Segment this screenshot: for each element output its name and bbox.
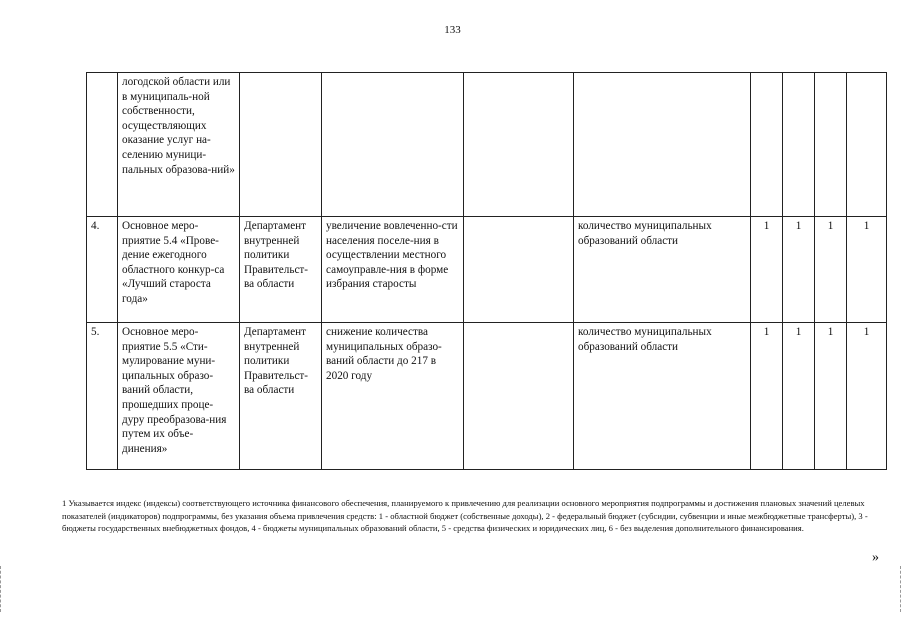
value-cell: 1 <box>751 323 783 470</box>
value-cell: 1 <box>751 217 783 323</box>
closing-quote: » <box>872 550 879 565</box>
measures-table <box>86 72 887 470</box>
indicator-cell: количество муниципальных образований области <box>574 323 751 470</box>
measure-cell: Основное меро-приятие 5.4 «Прове-дение ежегодного областного конкур-са «Лучший староста года» <box>118 217 240 323</box>
result-cell: увеличение вовлеченно-сти населения поселе-ния в осуществлении местного самоуправле-ния в форме избрания старосты <box>322 217 464 323</box>
indicator-cell <box>574 73 751 217</box>
row-number <box>87 73 118 217</box>
value-cell: 1 <box>815 217 847 323</box>
source-cell <box>464 217 574 323</box>
value-cell: 1 <box>847 323 887 470</box>
page-number: 133 <box>444 24 461 36</box>
executor-cell: Департамент внутренней политики Правительст-ва области <box>240 323 322 470</box>
row-number: 5. <box>87 323 118 470</box>
value-cell: 1 <box>847 217 887 323</box>
measure-cell: логодской области или в муниципаль-ной собственности, осуществляющих оказание услуг на-селению муници-пальных образова-ний» <box>118 73 240 217</box>
value-cell: 1 <box>783 217 815 323</box>
value-cell <box>783 73 815 217</box>
row-number: 4. <box>87 217 118 323</box>
executor-cell <box>240 73 322 217</box>
scan-edge-mark <box>0 566 5 612</box>
executor-cell: Департамент внутренней политики Правительст-ва области <box>240 217 322 323</box>
indicator-cell: количество муниципальных образований области <box>574 217 751 323</box>
result-cell: снижение количества муниципальных образо-ваний области до 217 в 2020 году <box>322 323 464 470</box>
value-cell: 1 <box>815 323 847 470</box>
source-cell <box>464 73 574 217</box>
source-cell <box>464 323 574 470</box>
table-row <box>87 323 887 470</box>
table-row <box>87 217 887 323</box>
value-cell <box>815 73 847 217</box>
value-cell <box>847 73 887 217</box>
result-cell <box>322 73 464 217</box>
value-cell: 1 <box>783 323 815 470</box>
footnote: 1 Указывается индекс (индексы) соответствующего источника финансового обеспечения, планируемого к привлечению для реализации основного мероприятия подпрограммы и достижения плановых значений целевых показателей (индикаторов) подпрограммы, без указания объема привлечения средств: 1 - областной бюджет (собственные доходы), 2 - федеральный бюджет (субсидии, субвенции и иные межбюджетные трансферты), 3 - бюджеты государственных внебюджетных фондов, 4 - бюджеты муниципальных образований области, 5 - средства физических и юридических лиц, 6 - без выделения дополнительного финансирования. <box>62 498 868 533</box>
value-cell <box>751 73 783 217</box>
measure-cell: Основное меро-приятие 5.5 «Сти-мулирование муни-ципальных образо-ваний области, прошедших проце-дуру преобразова-ния путем их объе-динения» <box>118 323 240 470</box>
scan-edge-mark <box>900 566 905 612</box>
table-row <box>87 73 887 217</box>
